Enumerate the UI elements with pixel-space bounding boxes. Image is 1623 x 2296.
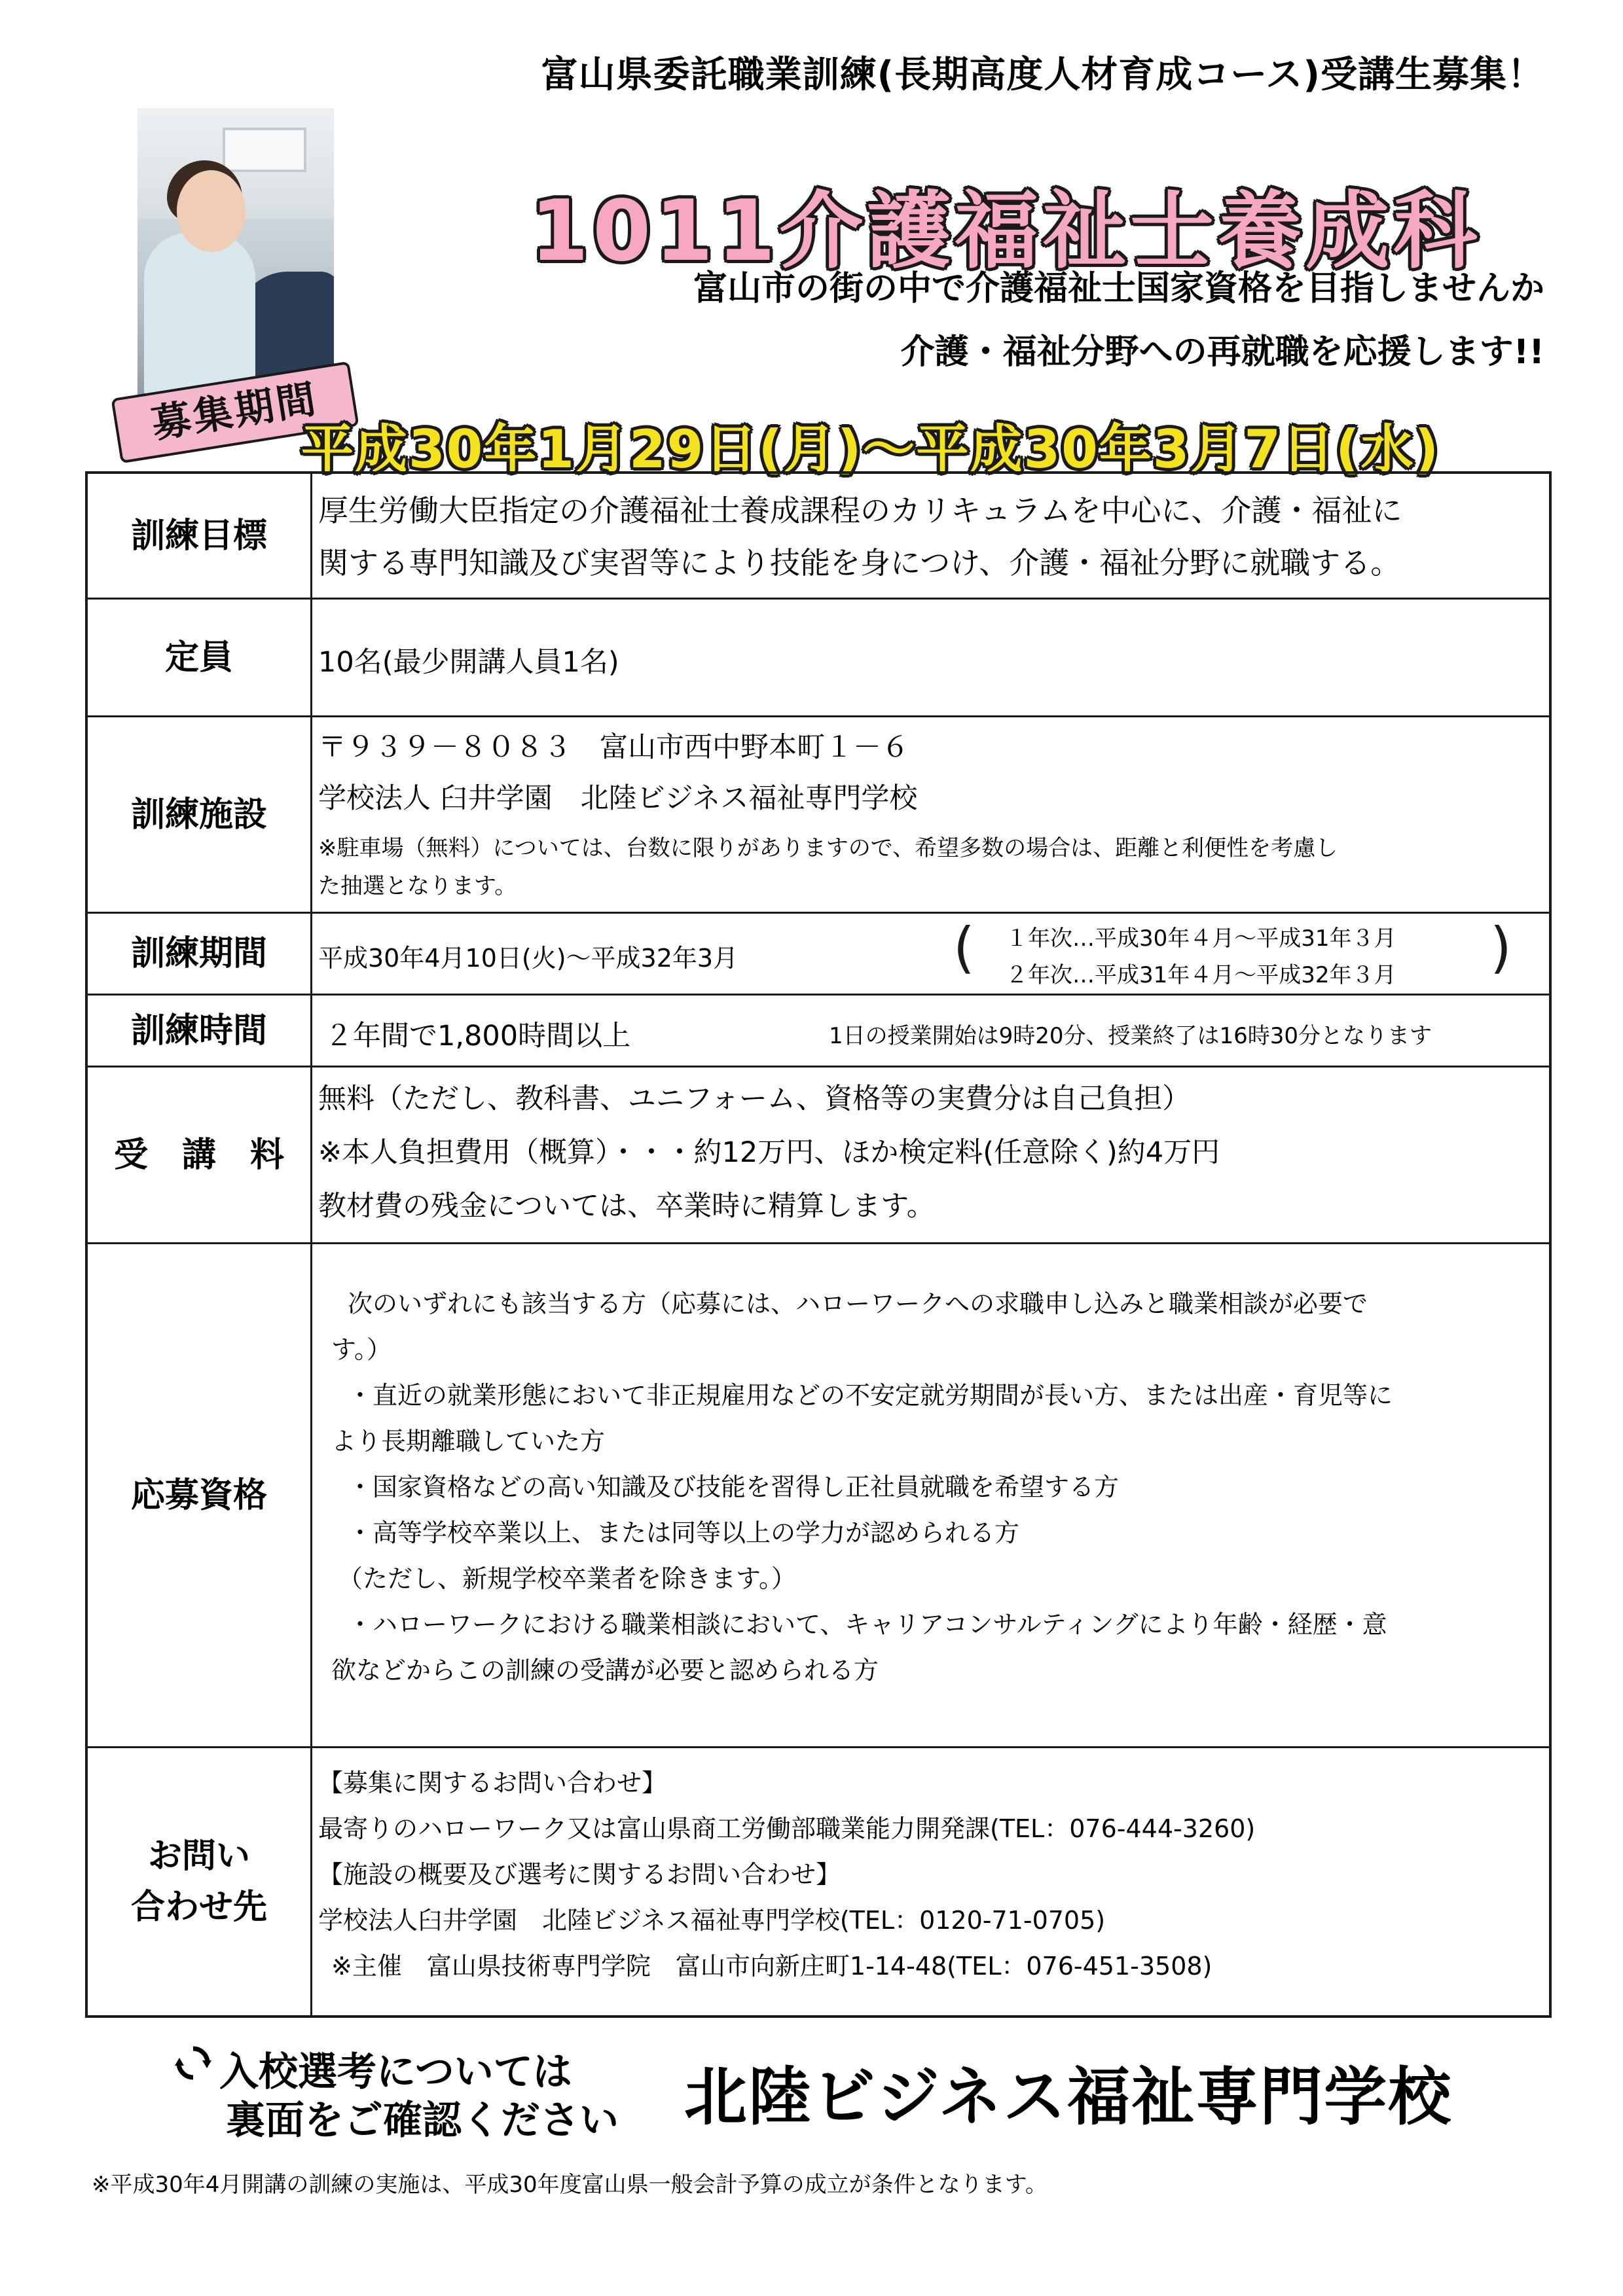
contact-line: 【施設の概要及び選考に関するお問い合わせ】 xyxy=(318,1860,841,1889)
contact-label-1: お問い xyxy=(147,1837,250,1876)
label-contact xyxy=(88,1748,312,2015)
capacity-text: 10名(最少開講人員1名) xyxy=(318,646,619,679)
row-fee xyxy=(88,1067,1549,1244)
fee-line-3: 教材費の残金については、卒業時に精算します。 xyxy=(318,1190,935,1223)
row-goal xyxy=(88,474,1549,600)
contact-line: 【募集に関するお問い合わせ】 xyxy=(318,1768,667,1797)
hours-total: ２年間で1,800時間以上 xyxy=(325,1020,631,1052)
row-eligibility xyxy=(88,1244,1549,1748)
facility-note-2: た抽選となります。 xyxy=(318,873,517,899)
row-capacity xyxy=(88,600,1549,717)
school-name: 北陸ビジネス福祉専門学校 xyxy=(684,2060,1453,2134)
fee-line-1: 無料（ただし、教科書、ユニフォーム、資格等の実費分は自己負担） xyxy=(318,1083,1191,1115)
eligibility-line: （ただし、新規学校卒業者を除きます。） xyxy=(338,1564,796,1593)
selection-note-2: 裏面をご確認ください xyxy=(226,2098,619,2144)
label-hours: 訓練時間 xyxy=(88,996,312,1066)
contact-line: ※主催 富山県技術専門学院 富山市向新庄町1-14-48(TEL：076-451-3508) xyxy=(331,1952,1213,1981)
facility-address: 〒９３９－８０８３ 富山市西中野本町１－６ xyxy=(318,731,909,764)
facility-note-1: ※駐車場（無料）については、台数に限りがありますので、希望多数の場合は、距離と利便性を考慮し xyxy=(318,835,1338,861)
period-badge: 募集期間 xyxy=(111,361,359,463)
nurse-photo xyxy=(137,108,334,403)
contact-line: 学校法人臼井学園 北陸ビジネス福祉専門学校(TEL：0120-71-0705) xyxy=(318,1906,1106,1935)
label-period: 訓練期間 xyxy=(88,914,312,994)
eligibility-line: 次のいずれにも該当する方（応募には、ハローワークへの求職申し込みと職業相談が必要で xyxy=(348,1289,1368,1318)
contact-line: 最寄りのハローワーク又は富山県商工労働部職業能力開発課(TEL：076-444-3260) xyxy=(318,1814,1256,1843)
row-contact xyxy=(88,1748,1549,2015)
eligibility-line: ・国家資格などの高い知識及び技能を習得し正社員就職を希望する方 xyxy=(348,1473,1120,1501)
eligibility-line: より長期離職していた方 xyxy=(331,1427,606,1456)
contact-label-2: 合わせ先 xyxy=(130,1888,267,1927)
row-facility xyxy=(88,717,1549,914)
hours-note: 1日の授業開始は9時20分、授業終了は16時30分となります xyxy=(829,1023,1432,1049)
period-range: 平成30年4月10日(火)～平成32年3月 xyxy=(318,944,739,973)
eligibility-line: ・高等学校卒業以上、または同等以上の学力が認められる方 xyxy=(348,1518,1020,1547)
subtitle-2: 介護・福祉分野への再就職を応援します!! xyxy=(900,332,1544,372)
course-title: 1011介護福祉士養成科 xyxy=(530,183,1482,280)
eligibility-line: ・直近の就業形態において非正規雇用などの不安定就労期間が長い方、または出産・育児等に xyxy=(348,1381,1393,1410)
period-year-2: ２年次…平成31年４月～平成32年３月 xyxy=(1006,962,1396,988)
row-hours xyxy=(88,996,1549,1067)
subtitle-1: 富山市の街の中で介護福祉士国家資格を目指しませんか xyxy=(693,269,1544,308)
label-facility: 訓練施設 xyxy=(88,717,312,912)
label-eligibility: 応募資格 xyxy=(88,1244,312,1746)
goal-line-1: 厚生労働大臣指定の介護福祉士養成課程のカリキュラムを中心に、介護・福祉に xyxy=(318,493,1402,528)
fee-line-2: ※本人負担費用（概算）・・・約12万円、ほか検定料(任意除く)約4万円 xyxy=(318,1136,1220,1169)
top-heading: 富山県委託職業訓練(長期高度人材育成コース)受講生募集！ xyxy=(541,54,1544,96)
left-bracket: ( xyxy=(953,916,975,980)
label-capacity: 定員 xyxy=(88,600,312,715)
budget-note: ※平成30年4月開講の訓練の実施は、平成30年度富山県一般会計予算の成立が条件となります。 xyxy=(92,2172,1048,2198)
label-goal: 訓練目標 xyxy=(88,474,312,598)
label-fee: 受 講 料 xyxy=(88,1067,312,1242)
period-year-1: １年次…平成30年４月～平成31年３月 xyxy=(1006,925,1396,952)
right-bracket: ) xyxy=(1490,916,1512,980)
recruitment-period: 平成30年1月29日(月)～平成30年3月7日(水) xyxy=(301,419,1440,480)
eligibility-line: 欲などからこの訓練の受講が必要と認められる方 xyxy=(331,1656,879,1685)
eligibility-line: す。） xyxy=(331,1335,392,1364)
selection-note-1: 入校選考については xyxy=(219,2049,572,2095)
eligibility-line: ・ハローワークにおける職業相談において、キャリアコンサルティングにより年齢・経歴・意 xyxy=(348,1610,1387,1639)
info-table xyxy=(85,471,1552,2018)
recycle-arrows-icon xyxy=(173,2043,213,2083)
row-period xyxy=(88,914,1549,996)
facility-school: 学校法人 臼井学園 北陸ビジネス福祉専門学校 xyxy=(318,782,918,815)
goal-line-2: 関する専門知識及び実習等により技能を身につけ、介護・福祉分野に就職する。 xyxy=(318,545,1401,581)
